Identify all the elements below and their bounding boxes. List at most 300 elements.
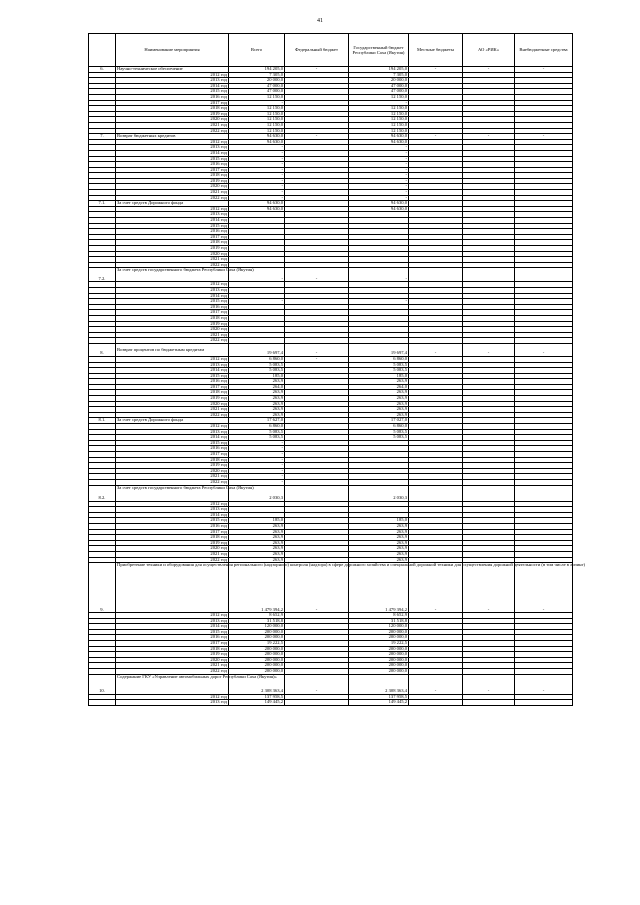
cell-total: 12 150,0 xyxy=(229,117,285,123)
cell-name: За счет средств государственного бюджета Республики Саха (Якутия) xyxy=(116,485,229,501)
cell-total: 200 000,0 xyxy=(229,657,285,663)
cell-total: 2 030,3 xyxy=(229,485,285,501)
cell-total: 200 000,0 xyxy=(229,652,285,658)
cell-state: 12 150,0 xyxy=(349,128,409,134)
header-cell-federal: Федеральный бюджет xyxy=(285,34,349,67)
table-row xyxy=(89,700,573,706)
cell-state: 5 083,5 xyxy=(349,429,409,435)
cell-name: 2015 год xyxy=(116,156,229,162)
cell-state: - xyxy=(349,156,409,162)
cell-number: 9. xyxy=(89,563,116,613)
cell-total: 200 000,0 xyxy=(229,646,285,652)
cell-total: 6 860,0 xyxy=(229,356,285,362)
cell-name: 2019 год xyxy=(116,652,229,658)
cell-name: 2015 год xyxy=(116,518,229,524)
cell-name: 2015 год xyxy=(116,89,229,95)
cell-state: 2 030,3 xyxy=(349,485,409,501)
cell-state: 200 000,0 xyxy=(349,663,409,669)
cell-name: 2013 год xyxy=(116,362,229,368)
cell-name: 2015 год xyxy=(116,223,229,229)
cell-state: 200 000,0 xyxy=(349,629,409,635)
cell-name: 2014 год xyxy=(116,293,229,299)
cell-name: 2019 год xyxy=(116,246,229,252)
cell-total: 5 083,5 xyxy=(229,429,285,435)
cell-name: 2019 год xyxy=(116,321,229,327)
cell-name: 2012 год xyxy=(116,282,229,288)
cell-extrabudget: - xyxy=(515,674,573,694)
cell-federal: - xyxy=(285,67,349,73)
cell-state: 94 630,0 xyxy=(349,139,409,145)
cell-name: 2014 год xyxy=(116,368,229,374)
header-cell-extrabudget: Внебюджетные средства xyxy=(515,34,573,67)
cell-total: 263,9 xyxy=(229,396,285,402)
cell-total: - xyxy=(229,452,285,458)
table-row xyxy=(89,674,573,694)
cell-name: 2022 год xyxy=(116,338,229,344)
cell-name: 2014 год xyxy=(116,435,229,441)
cell-name: 2020 год xyxy=(116,546,229,552)
cell-number xyxy=(89,700,116,706)
cell-state: 12 150,0 xyxy=(349,122,409,128)
cell-name: 2016 год xyxy=(116,523,229,529)
cell-name: 2017 год xyxy=(116,641,229,647)
cell-state: 47 000,0 xyxy=(349,83,409,89)
cell-name: 2022 год xyxy=(116,262,229,268)
cell-state: 94 630,0 xyxy=(349,206,409,212)
cell-name: Возврат бюджетных кредитов xyxy=(116,134,229,140)
cell-state: 12 150,0 xyxy=(349,106,409,112)
cell-name: 2014 год xyxy=(116,624,229,630)
cell-state: 12 150,0 xyxy=(349,117,409,123)
cell-name: 2015 год xyxy=(116,373,229,379)
cell-state: 200 000,0 xyxy=(349,657,409,663)
cell-total: - xyxy=(229,446,285,452)
cell-state: - xyxy=(349,195,409,201)
cell-state: 263,9 xyxy=(349,540,409,546)
cell-total: - xyxy=(229,195,285,201)
cell-name: 2012 год xyxy=(116,206,229,212)
cell-name: 2020 год xyxy=(116,117,229,123)
cell-total: 263,9 xyxy=(229,379,285,385)
cell-name: 2016 год xyxy=(116,304,229,310)
cell-total: 200 000,0 xyxy=(229,629,285,635)
cell-name: 2021 год xyxy=(116,474,229,480)
cell-local xyxy=(409,485,463,501)
cell-name: 2014 год xyxy=(116,83,229,89)
cell-name: 2012 год xyxy=(116,501,229,507)
cell-number: 7.2. xyxy=(89,268,116,282)
cell-name: Содержание ГКУ «Управление автомобильных дорог Республики Саха (Якутия)» xyxy=(116,674,229,694)
cell-name: 2020 год xyxy=(116,468,229,474)
cell-state: - xyxy=(349,299,409,305)
table-body xyxy=(89,66,585,706)
cell-name: Приобретение техники и оборудования для осуществления регионального (надзорного) контроля (надзора) в сфере дорожного хозяйства и специальной дорожной техники для осуществления дорожной деятельности (в том числе в лизинг) xyxy=(116,563,229,613)
cell-state: 94 630,0 xyxy=(349,134,409,140)
cell-state: 200 000,0 xyxy=(349,652,409,658)
cell-federal xyxy=(285,485,349,501)
cell-name: 2017 год xyxy=(116,234,229,240)
cell-name: 2013 год xyxy=(116,212,229,218)
table-header-row xyxy=(89,34,573,67)
cell-state: - xyxy=(349,173,409,179)
cell-total: 263,9 xyxy=(229,540,285,546)
cell-name: 2020 год xyxy=(116,251,229,257)
cell-state: 6 860,0 xyxy=(349,424,409,430)
cell-name: 2018 год xyxy=(116,535,229,541)
table-row xyxy=(89,268,573,282)
cell-name: 2014 год xyxy=(116,218,229,224)
cell-federal: - xyxy=(285,674,349,694)
cell-extrabudget: - xyxy=(515,134,573,140)
cell-number: 8. xyxy=(89,343,116,356)
cell-extrabudget xyxy=(515,700,573,706)
cell-federal: - xyxy=(285,563,349,613)
cell-name: 2021 год xyxy=(116,190,229,196)
cell-name: 2021 год xyxy=(116,332,229,338)
cell-state: 47 000,0 xyxy=(349,89,409,95)
cell-state: 263,9 xyxy=(349,401,409,407)
cell-total: 263,9 xyxy=(229,390,285,396)
budget-table xyxy=(88,33,585,706)
cell-name: 2013 год xyxy=(116,507,229,513)
cell-rik xyxy=(463,700,515,706)
cell-name: 2021 год xyxy=(116,257,229,263)
cell-extrabudget: - xyxy=(515,343,573,356)
cell-rik: - xyxy=(463,134,515,140)
cell-state: 94 630,0 xyxy=(349,201,409,207)
cell-total: - xyxy=(229,173,285,179)
cell-extrabudget xyxy=(515,268,573,282)
cell-name: 2014 год xyxy=(116,512,229,518)
cell-state: 194 205,0 xyxy=(349,67,409,73)
page-number: 41 xyxy=(317,18,323,24)
cell-name: 2018 год xyxy=(116,173,229,179)
cell-total: 200 000,0 xyxy=(229,663,285,669)
cell-name: 2017 год xyxy=(116,452,229,458)
cell-total: - xyxy=(229,190,285,196)
cell-total: 12 150,0 xyxy=(229,122,285,128)
cell-number: 8.2. xyxy=(89,485,116,501)
cell-name: 2017 год xyxy=(116,384,229,390)
cell-name: 2022 год xyxy=(116,195,229,201)
cell-name: 2021 год xyxy=(116,407,229,413)
cell-state: 263,9 xyxy=(349,535,409,541)
cell-state: 263,9 xyxy=(349,407,409,413)
cell-total: 94 630,0 xyxy=(229,134,285,140)
cell-state: 5 083,5 xyxy=(349,435,409,441)
cell-state: 6 860,0 xyxy=(349,356,409,362)
cell-total: 263,9 xyxy=(229,529,285,535)
cell-state: 137 958,5 xyxy=(349,694,409,700)
cell-state: - xyxy=(349,268,409,282)
table-row xyxy=(89,563,573,613)
cell-total: - xyxy=(229,150,285,156)
cell-name: 2018 год xyxy=(116,457,229,463)
cell-name: 2019 год xyxy=(116,396,229,402)
cell-name: 2018 год xyxy=(116,315,229,321)
cell-rik: - xyxy=(463,674,515,694)
table-row xyxy=(89,485,573,501)
cell-name: За счет средств государственного бюджета Республики Саха (Якутия) xyxy=(116,268,229,282)
cell-name: 2013 год xyxy=(116,618,229,624)
cell-name: 2020 год xyxy=(116,657,229,663)
cell-total: 149 445,2 xyxy=(229,700,285,706)
cell-state: 263,9 xyxy=(349,396,409,402)
cell-number: 10. xyxy=(89,674,116,694)
cell-total: - xyxy=(229,162,285,168)
cell-number: 8.1. xyxy=(89,418,116,424)
cell-total: - xyxy=(229,479,285,485)
cell-name: 2016 год xyxy=(116,94,229,100)
cell-extrabudget: - xyxy=(515,563,573,613)
cell-name: 2015 год xyxy=(116,440,229,446)
cell-state: 5 083,5 xyxy=(349,368,409,374)
cell-total: - xyxy=(229,156,285,162)
cell-total: 263,9 xyxy=(229,523,285,529)
cell-name: 2012 год xyxy=(116,424,229,430)
cell-total: 263,9 xyxy=(229,401,285,407)
cell-total: 200 000,0 xyxy=(229,635,285,641)
cell-local: - xyxy=(409,67,463,73)
cell-total: 264,0 xyxy=(229,384,285,390)
cell-state: 120 000,0 xyxy=(349,624,409,630)
cell-state: - xyxy=(349,162,409,168)
cell-state: - xyxy=(349,145,409,151)
cell-local xyxy=(409,700,463,706)
cell-state: - xyxy=(349,100,409,106)
cell-state: 264,0 xyxy=(349,384,409,390)
cell-extrabudget xyxy=(515,485,573,501)
cell-federal: - xyxy=(285,268,349,282)
cell-name: 2017 год xyxy=(116,167,229,173)
cell-rik: - xyxy=(463,563,515,613)
header-cell-total: Всего xyxy=(229,34,285,67)
cell-state: 185,0 xyxy=(349,518,409,524)
cell-state: 263,9 xyxy=(349,523,409,529)
cell-name: 2017 год xyxy=(116,529,229,535)
cell-local: - xyxy=(409,674,463,694)
cell-total: 5 083,5 xyxy=(229,368,285,374)
cell-total: 120 000,0 xyxy=(229,624,285,630)
cell-total: 263,9 xyxy=(229,551,285,557)
cell-state: - xyxy=(349,184,409,190)
cell-rik: - xyxy=(463,67,515,73)
header-cell-name: Наименование мероприятия xyxy=(116,34,229,67)
cell-total: 12 150,0 xyxy=(229,94,285,100)
cell-state: 19 697,4 xyxy=(349,343,409,356)
cell-name: 2016 год xyxy=(116,229,229,235)
cell-name: 2018 год xyxy=(116,106,229,112)
cell-name: 2020 год xyxy=(116,401,229,407)
cell-total: 12 150,0 xyxy=(229,111,285,117)
cell-state: 19 222,5 xyxy=(349,641,409,647)
cell-state: 263,9 xyxy=(349,379,409,385)
cell-total: - xyxy=(229,457,285,463)
cell-total: 5 083,5 xyxy=(229,435,285,441)
cell-name: 2019 год xyxy=(116,540,229,546)
cell-name: 2018 год xyxy=(116,646,229,652)
cell-name: 2016 год xyxy=(116,446,229,452)
cell-total: 7 305,0 xyxy=(229,72,285,78)
cell-extrabudget: - xyxy=(515,67,573,73)
cell-name: 2012 год xyxy=(116,356,229,362)
table-row xyxy=(89,343,573,356)
cell-total: 2 308 363,4 xyxy=(229,674,285,694)
cell-state: 8 652,9 xyxy=(349,613,409,619)
cell-name: 2015 год xyxy=(116,299,229,305)
header-cell-local: Местные бюджеты xyxy=(409,34,463,67)
cell-state: 263,9 xyxy=(349,551,409,557)
cell-state: 17 027,0 xyxy=(349,418,409,424)
cell-total: 94 630,0 xyxy=(229,201,285,207)
cell-state: 263,9 xyxy=(349,529,409,535)
cell-name: 2013 год xyxy=(116,287,229,293)
cell-state: 263,9 xyxy=(349,412,409,418)
cell-number: 6. xyxy=(89,67,116,73)
cell-state: 1 479 394,2 xyxy=(349,563,409,613)
cell-name: 2019 год xyxy=(116,463,229,469)
cell-name: 2016 год xyxy=(116,635,229,641)
cell-name: 2022 год xyxy=(116,557,229,563)
cell-total: 6 860,0 xyxy=(229,424,285,430)
cell-rik xyxy=(463,485,515,501)
cell-state: 20 000,0 xyxy=(349,78,409,84)
cell-name: 2021 год xyxy=(116,551,229,557)
cell-name: 2013 год xyxy=(116,145,229,151)
cell-local: - xyxy=(409,134,463,140)
cell-name: 2014 год xyxy=(116,150,229,156)
header-cell-state: Государственный бюджет Республики Саха (Якутия) xyxy=(349,34,409,67)
cell-state: 263,9 xyxy=(349,390,409,396)
cell-total: 47 000,0 xyxy=(229,89,285,95)
cell-name: 2018 год xyxy=(116,390,229,396)
cell-total: 19 222,5 xyxy=(229,641,285,647)
cell-local xyxy=(409,268,463,282)
cell-name: 2017 год xyxy=(116,310,229,316)
cell-name: 2013 год xyxy=(116,700,229,706)
cell-federal: - xyxy=(285,134,349,140)
cell-total: 31 518,8 xyxy=(229,618,285,624)
cell-name: 2015 год xyxy=(116,629,229,635)
cell-local: - xyxy=(409,343,463,356)
cell-name: 2018 год xyxy=(116,240,229,246)
cell-name: 2020 год xyxy=(116,184,229,190)
cell-name: 2012 год xyxy=(116,139,229,145)
cell-name: 2013 год xyxy=(116,429,229,435)
cell-rik: - xyxy=(463,343,515,356)
cell-total: 263,9 xyxy=(229,546,285,552)
cell-federal: - xyxy=(285,343,349,356)
cell-total: 8 652,9 xyxy=(229,613,285,619)
cell-total: 47 000,0 xyxy=(229,83,285,89)
cell-name: 2012 год xyxy=(116,694,229,700)
cell-name: За счет средств Дорожного фонда xyxy=(116,201,229,207)
cell-total: 263,9 xyxy=(229,407,285,413)
cell-total: 17 627,0 xyxy=(229,418,285,424)
cell-total: 137 958,5 xyxy=(229,694,285,700)
cell-name: 2012 год xyxy=(116,72,229,78)
cell-total: - xyxy=(229,468,285,474)
cell-total: 263,9 xyxy=(229,557,285,563)
cell-state: - xyxy=(349,167,409,173)
cell-name: Возврат процентов по бюджетным кредитам xyxy=(116,343,229,356)
cell-total: 1 479 394,2 xyxy=(229,563,285,613)
cell-total: - xyxy=(229,440,285,446)
header-cell-rik: АО «РИК» xyxy=(463,34,515,67)
cell-name: 2021 год xyxy=(116,122,229,128)
cell-state: 7 305,0 xyxy=(349,72,409,78)
cell-name: 2013 год xyxy=(116,78,229,84)
cell-total: - xyxy=(229,184,285,190)
cell-state: 12 150,0 xyxy=(349,111,409,117)
cell-total: - xyxy=(229,268,285,282)
cell-state: - xyxy=(349,178,409,184)
cell-state: 263,9 xyxy=(349,546,409,552)
cell-state: 263,9 xyxy=(349,557,409,563)
cell-name: 2022 год xyxy=(116,479,229,485)
cell-state: - xyxy=(349,150,409,156)
cell-state: 149 445,2 xyxy=(349,700,409,706)
cell-rik xyxy=(463,268,515,282)
cell-name: 2017 год xyxy=(116,100,229,106)
cell-total: 19 697,4 xyxy=(229,343,285,356)
cell-state: 12 150,0 xyxy=(349,94,409,100)
cell-total: 200 000,0 xyxy=(229,669,285,675)
cell-total: 20 000,0 xyxy=(229,78,285,84)
cell-total: - xyxy=(229,167,285,173)
cell-federal xyxy=(285,700,349,706)
cell-state: 185,0 xyxy=(349,373,409,379)
cell-state: 31 518,8 xyxy=(349,618,409,624)
cell-total: - xyxy=(229,100,285,106)
cell-name: За счет средств Дорожного фонда xyxy=(116,418,229,424)
cell-name: 2022 год xyxy=(116,128,229,134)
cell-name: 2019 год xyxy=(116,111,229,117)
cell-total: - xyxy=(229,178,285,184)
cell-state: 5 083,5 xyxy=(349,362,409,368)
cell-total: 12 150,0 xyxy=(229,106,285,112)
cell-name: 2020 год xyxy=(116,327,229,333)
cell-local: - xyxy=(409,563,463,613)
cell-total: 263,9 xyxy=(229,535,285,541)
cell-total: 5 083,5 xyxy=(229,362,285,368)
cell-total: - xyxy=(229,474,285,480)
cell-name: 2019 год xyxy=(116,178,229,184)
cell-total: 94 630,0 xyxy=(229,139,285,145)
cell-name: 2016 год xyxy=(116,379,229,385)
cell-federal: - xyxy=(285,356,349,362)
cell-total: 194 205,0 xyxy=(229,67,285,73)
cell-state: 200 000,0 xyxy=(349,669,409,675)
cell-name: 2022 год xyxy=(116,669,229,675)
cell-total: 263,9 xyxy=(229,412,285,418)
cell-total: 94 630,0 xyxy=(229,206,285,212)
cell-state: - xyxy=(349,190,409,196)
cell-name: Научно-техническое обеспечение xyxy=(116,67,229,73)
cell-state: 200 000,0 xyxy=(349,635,409,641)
cell-state: 200 000,0 xyxy=(349,646,409,652)
cell-total: - xyxy=(229,299,285,305)
cell-name: 2021 год xyxy=(116,663,229,669)
cell-name: 2012 год xyxy=(116,613,229,619)
cell-name: 2022 год xyxy=(116,412,229,418)
cell-total: 185,0 xyxy=(229,518,285,524)
cell-number: 7. xyxy=(89,134,116,140)
cell-number: 7.1. xyxy=(89,201,116,207)
cell-total: - xyxy=(229,145,285,151)
cell-name: 2016 год xyxy=(116,162,229,168)
header-cell-number xyxy=(89,34,116,67)
